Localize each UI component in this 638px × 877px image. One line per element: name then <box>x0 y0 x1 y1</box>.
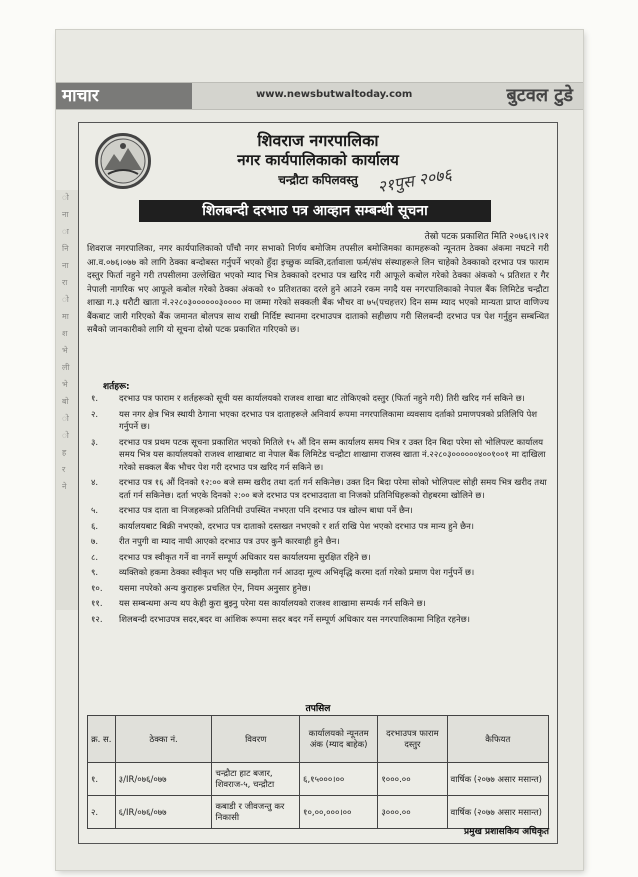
masthead-url: www.newsbutwaltoday.com <box>256 89 413 100</box>
cell-minimum-amount: १०,००,०००।०० <box>300 796 378 829</box>
masthead-section: माचार <box>56 83 192 109</box>
schedule-table <box>87 715 549 829</box>
fragment-text: ना <box>62 210 69 219</box>
condition-item: ११. यस सम्बन्धमा अन्य थप केही कुरा बुझ्नु परेमा यस कार्यालयको राजश्व शाखामा सम्पर्क गर्न सकिने छ। <box>91 599 426 609</box>
col-description: विवरण <box>212 716 300 763</box>
table-row <box>88 763 549 796</box>
col-serial: क्र. स. <box>88 716 116 763</box>
cell-serial: १. <box>88 763 116 796</box>
condition-item: १. दरभाउ पत्र फाराम र शर्तहरूको सूची यस कार्यालयको राजश्व शाखा बाट तोकिएको दस्तुर (फिर्ता नहुने गरी) तिरी खरिद गर्न सकिने छ। <box>91 394 525 404</box>
cell-minimum-amount: ६,१५०००।०० <box>300 763 378 796</box>
fragment-text: ा <box>62 227 69 236</box>
fragment-text: ो <box>62 295 69 304</box>
fragment-text: बो <box>62 397 69 406</box>
masthead-brand: बुटवल टुडे <box>506 85 573 106</box>
col-minimum-amount: कार्यालयको न्यूनतम अंक (म्याद बाहेक) <box>300 716 378 763</box>
masthead-band <box>56 82 583 110</box>
fragment-text: श <box>62 329 68 338</box>
org-location: चन्द्रौटा कपिलवस्तु <box>278 173 358 187</box>
condition-item: ९. व्यक्तिको हकमा ठेक्का स्वीकृत भए पछि सम्झौता गर्न आउदा मूल्य अभिवृद्धि करमा दर्ता गरेको प्रमाण पेश गर्नुपर्ने छ। <box>91 568 475 578</box>
fragment-text: नि <box>62 244 69 253</box>
cell-remarks: वार्षिक (२०७७ असार मसान्त) <box>447 763 548 796</box>
fragment-text: भे <box>62 380 68 389</box>
fragment-text: ो <box>62 431 69 440</box>
notice-intro: शिवराज नगरपालिका, नगर कार्यपालिकाको पाँचौ नगर सभाको निर्णय बमोजिम तपसील बमोजिमका कामहरूको न्यूनतम ठेक्का अंकमा नघटने गरी आ.व.०७६।०७७ को लागि ठेक्का बन्दोबस्त गर्नुपर्ने भएको हुँदा इच्छुक व्यक्ति,दर्तावाला फर्म/संघ संस्थाहरूले लिन चाहेको ठेक्काको दरभाउ पत्र फाराम दस्तुर फिर्ता नहुने गरी तपसीलमा उल्लेखित भएको म्याद भित्र ठेक्काको दरभाउ पत्र खरिद गरी आफूले कबोल गरेको ठेक्का अंकको ५ प्रतिशत र गैर नेपाली नागरिक भए आफूले कबोल गरेको ठेक्का अंकको १० प्रतिशतका दरले हुने आउने रकम नगदै यस नगरपालिकाको नेपाल बैंक लिमिटेड चन्द्रौटा शाखा ग.३ धरौटी खाता नं.२२८०३००००००३०००० मा जम्मा गरेको सक्कली बैंक भौचर वा ७५(पचहत्तर) दिन सम्म म्याद भएको मान्यता प्राप्त वाणिज्य बैंकबाट जारी गरिएको बैंक जमानत बोलपत्र साथ राखी निर्दिष्ट स्थानमा दरभाउपत्र दाताको सहीछाप गरी सिलबन्दी दरभाउ पत्र पेश गर्नुहुन सम्बन्धित सबैको जानकारीको लागि यो सूचना दोस्रो पटक प्रकाशित गरिएको छ। <box>87 244 549 335</box>
fragment-text: भे <box>62 346 68 355</box>
condition-item: ७. रीत नपुगी वा म्याद नाघी आएको दरभाउ पत्र उपर कुनै कारवाही हुने छैन। <box>91 537 340 547</box>
fragment-text: र <box>62 465 66 474</box>
fragment-text: ली <box>62 363 70 372</box>
fragment-text: ो <box>62 193 69 202</box>
conditions-list <box>87 393 549 629</box>
condition-item: ८. दरभाउ पत्र स्वीकृत गर्ने वा नगर्ने सम्पूर्ण अधिकार यस कार्यालयमा सुरक्षित रहिने छ। <box>91 552 371 563</box>
schedule-heading: तपसिल <box>305 704 331 714</box>
col-form-fee: दरभाउपत्र फाराम दस्तुर <box>378 716 447 763</box>
condition-item: ६. कार्यालयबाट बिक्री नभएको, दरभाउ पत्र दाताको दस्तखत नभएको र शर्त राखि पेश भएको दरभाउ पत्र मान्य हुने छैन। <box>91 521 475 532</box>
fragment-text: ह <box>62 448 67 457</box>
handwritten-date: २१पुस २०७६ <box>376 164 454 197</box>
fragment-text: ना <box>62 261 69 270</box>
fragment-text: ने <box>62 482 67 491</box>
publish-date: तेस्रो पटक प्रकाशित मिति २०७६।९।२१ <box>424 232 549 242</box>
condition-item: ३. दरभाउ पत्र प्रथम पटक सूचना प्रकाशित भएको मितिले १५ औं दिन सम्म कार्यालय समय भित्र र उक्त दिन बिदा परेमा सो भोलिपल्ट कार्यालय समय भित्र यस कार्यालयको राजश्व शाखाबाट वा नेपाल बैंक लिमिटेड चन्द्रौटा शाखामा राजस्व खाता नं.२२८०३००००००४००१००१ मा दाखिला गरेको सक्कल बैंक भौचर पेश गरी दरभाउ पत्र खरिद गर्न सकिने छ। <box>91 437 546 473</box>
table-header-row <box>88 716 549 763</box>
cell-form-fee: १०००.०० <box>378 763 447 796</box>
org-office: नगर कार्यपालिकाको कार्यालय <box>237 151 399 169</box>
condition-item: ५. दरभाउ पत्र दाता वा निजहरूको प्रतिनिधी उपस्थित नभएता पनि दरभाउ पत्र खोल्न बाधा पर्ने छैन। <box>91 506 413 516</box>
condition-item: १२. शिलबन्दी दरभाउपत्र सदर,बदर वा आंशिक रूपमा सदर बदर गर्ने सम्पूर्ण अधिकार यस नगरपालिकामा निहित रहनेछ। <box>91 614 470 625</box>
cell-contract-no: ३/IR/०७६/०७७ <box>115 763 212 796</box>
condition-item: ४. दरभाउ पत्र १६ औं दिनको १२:०० बजे सम्म खरीद तथा दर्ता गर्न सकिनेछ। उक्त दिन बिदा परेमा सोको भोलिपल्ट सोही समय भित्र खरीद तथा दर्ता गर्न सकिनेछ। दर्ता भएके दिनको २:०० बजे दरभाउ पत्र दरभाउदाता वा निजको प्रतिनिधिहरूको रोहबरमा खोलिने छ। <box>91 478 547 501</box>
notice-title: शिलबन्दी दरभाउ पत्र आव्हान सम्बन्धी सूचना <box>139 200 491 222</box>
cell-contract-no: ६/IR/०७६/०७७ <box>115 796 212 829</box>
condition-item: २. यस नगर क्षेत्र भित्र स्थायी ठेगाना भएका दरभाउ पत्र दाताहरूले अनिवार्य रूपमा नगरपालिकामा व्यवसाय दर्ताको प्रमाणपत्रको प्रतिलिपि पेश गर्नुपर्ने छ। <box>91 409 538 432</box>
fragment-text: ो <box>62 414 69 423</box>
org-name: शिवराज नगरपालिका <box>257 131 379 150</box>
cell-remarks: वार्षिक (२०७७ असार मसान्त) <box>447 796 548 829</box>
adjacent-column-fragments <box>56 190 80 610</box>
cell-form-fee: ३०००.०० <box>378 796 447 829</box>
signoff: प्रमुख प्रशासकिय अधिकृत <box>463 827 549 837</box>
cell-description: चन्द्रौटा हाट बजार, शिवराज-५, चन्द्रौटा <box>212 763 300 796</box>
cell-serial: २. <box>88 796 116 829</box>
col-remarks: कैफियत <box>447 716 548 763</box>
condition-item: १०. यसमा नपरेको अन्य कुराहरू प्रचलित ऐन, नियम अनुसार हुनेछ। <box>91 583 311 594</box>
fragment-text: रा <box>62 278 68 287</box>
public-notice <box>78 122 558 844</box>
cell-description: कबाडी र जीवजन्तु कर निकासी <box>212 796 300 829</box>
conditions-heading: शर्तहरू: <box>103 382 130 392</box>
col-contract-no: ठेक्का नं. <box>115 716 212 763</box>
fragment-text: मा <box>62 312 69 321</box>
